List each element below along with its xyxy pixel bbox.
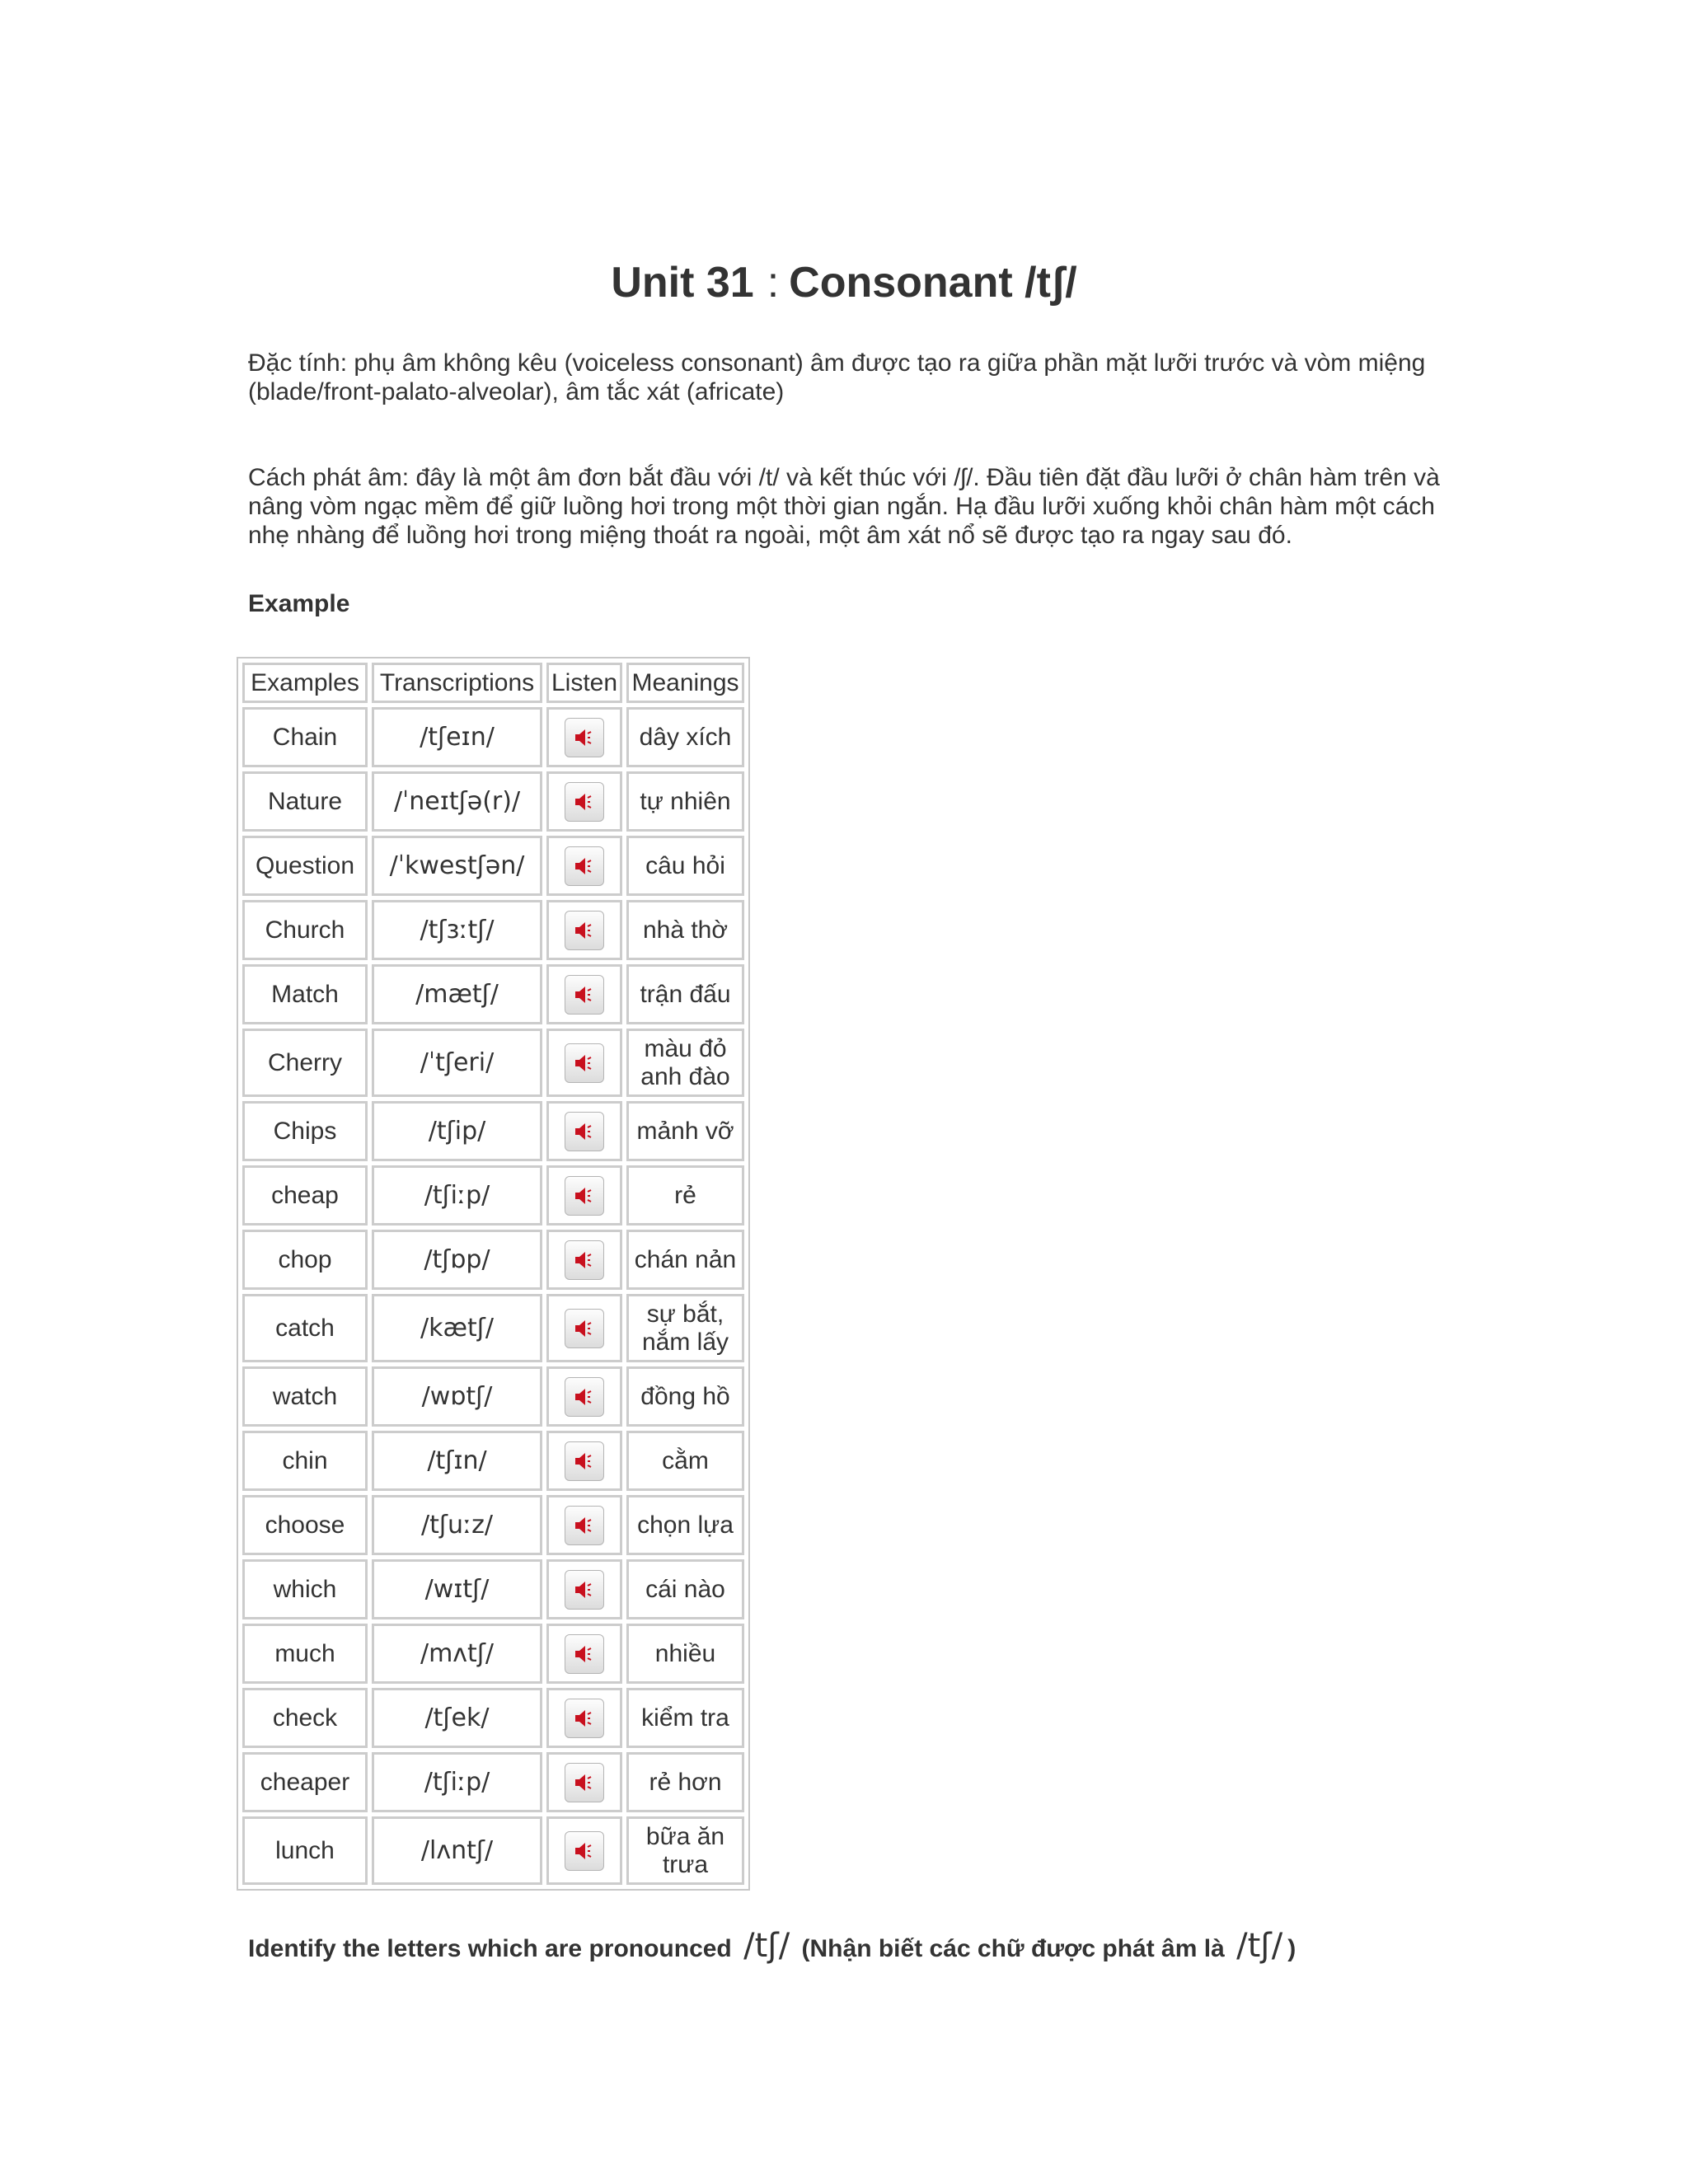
speaker-icon bbox=[565, 719, 603, 757]
listen-cell bbox=[546, 1230, 622, 1290]
listen-cell bbox=[546, 1752, 622, 1812]
table-row bbox=[242, 1431, 744, 1491]
listen-cell bbox=[546, 1431, 622, 1491]
example-word: Chips bbox=[242, 1101, 368, 1161]
speaker-icon bbox=[565, 1442, 603, 1480]
transcription: /lʌntʃ/ bbox=[372, 1816, 542, 1885]
meaning: đồng hồ bbox=[626, 1366, 744, 1427]
speaker-button[interactable] bbox=[565, 1763, 604, 1802]
meaning: kiểm tra bbox=[626, 1688, 744, 1748]
transcription: /ˈtʃeri/ bbox=[372, 1029, 542, 1097]
speaker-button[interactable] bbox=[565, 1441, 604, 1481]
table-row bbox=[242, 771, 744, 832]
speaker-icon bbox=[565, 1113, 603, 1151]
listen-cell bbox=[546, 1165, 622, 1226]
speaker-icon bbox=[565, 1044, 603, 1082]
example-word: cheap bbox=[242, 1165, 368, 1226]
meaning: nhà thờ bbox=[626, 900, 744, 960]
meaning: chán nản bbox=[626, 1230, 744, 1290]
listen-cell bbox=[546, 707, 622, 767]
listen-cell bbox=[546, 1495, 622, 1555]
example-word: lunch bbox=[242, 1816, 368, 1885]
listen-cell bbox=[546, 1029, 622, 1097]
listen-cell bbox=[546, 1366, 622, 1427]
example-word: watch bbox=[242, 1366, 368, 1427]
speaker-button[interactable] bbox=[565, 846, 604, 886]
table-row bbox=[242, 1294, 744, 1362]
identify-middle: (Nhận biết các chữ được phát âm là bbox=[801, 1935, 1225, 1962]
meaning: nhiều bbox=[626, 1624, 744, 1684]
meaning: màu đỏ anh đào bbox=[626, 1029, 744, 1097]
unit-name: Consonant /tʃ/ bbox=[789, 259, 1077, 307]
table-row bbox=[242, 1029, 744, 1097]
speaker-button[interactable] bbox=[565, 1240, 604, 1280]
transcription: /ˈkwestʃən/ bbox=[372, 836, 542, 896]
example-word: Church bbox=[242, 900, 368, 960]
speaker-icon bbox=[565, 1635, 603, 1673]
speaker-icon bbox=[565, 1571, 603, 1609]
speaker-button[interactable] bbox=[565, 718, 604, 757]
listen-cell bbox=[546, 771, 622, 832]
table-row bbox=[242, 1366, 744, 1427]
example-heading: Example bbox=[248, 590, 350, 617]
identify-suffix: ) bbox=[1287, 1935, 1296, 1962]
speaker-icon bbox=[565, 783, 603, 821]
identify-heading bbox=[248, 1925, 1296, 1970]
header-transcriptions: Transcriptions bbox=[372, 663, 542, 703]
transcription: /wɒtʃ/ bbox=[372, 1366, 542, 1427]
speaker-icon bbox=[565, 1699, 603, 1737]
example-word: check bbox=[242, 1688, 368, 1748]
speaker-button[interactable] bbox=[565, 1570, 604, 1610]
table-row bbox=[242, 1752, 744, 1812]
meaning: tự nhiên bbox=[626, 771, 744, 832]
transcription: /mætʃ/ bbox=[372, 964, 542, 1024]
table-row bbox=[242, 1101, 744, 1161]
table-row bbox=[242, 1559, 744, 1619]
example-word: chop bbox=[242, 1230, 368, 1290]
transcription: /tʃuːz/ bbox=[372, 1495, 542, 1555]
identify-ipa: /tʃ/ bbox=[743, 1927, 790, 1965]
transcription: /ˈneɪtʃə(r)/ bbox=[372, 771, 542, 832]
meaning: mảnh vỡ bbox=[626, 1101, 744, 1161]
speaker-button[interactable] bbox=[565, 1506, 604, 1545]
speaker-button[interactable] bbox=[565, 975, 604, 1015]
example-word: which bbox=[242, 1559, 368, 1619]
example-word: Question bbox=[242, 836, 368, 896]
pronunciation-paragraph: Cách phát âm: đây là một âm đơn bắt đầu với /t/ và kết thúc với /ʃ/. Đầu tiên đặt đầu lưỡi ở chân hàm trên và nâng vòm ngạc mềm để giữ luồng hơi trong một thời gian ngắn. Hạ đầu lưỡi xuống khỏi chân hàm một cách nhẹ nhàng để luồng hơi trong miệng thoát ra ngoài, một âm xát nổ sẽ được tạo ra ngay sau đó. bbox=[248, 464, 1440, 549]
meaning: rẻ hơn bbox=[626, 1752, 744, 1812]
listen-cell bbox=[546, 964, 622, 1024]
transcription: /tʃiːp/ bbox=[372, 1752, 542, 1812]
meaning: câu hỏi bbox=[626, 836, 744, 896]
transcription: /tʃeɪn/ bbox=[372, 707, 542, 767]
speaker-icon bbox=[565, 976, 603, 1014]
speaker-icon bbox=[565, 1507, 603, 1544]
table-row bbox=[242, 1230, 744, 1290]
table-row bbox=[242, 964, 744, 1024]
identify-ipa-2: /tʃ/ bbox=[1236, 1927, 1283, 1965]
header-examples: Examples bbox=[242, 663, 368, 703]
listen-cell bbox=[546, 1624, 622, 1684]
transcription: /tʃɜːtʃ/ bbox=[372, 900, 542, 960]
transcription: /tʃip/ bbox=[372, 1101, 542, 1161]
speaker-button[interactable] bbox=[565, 1176, 604, 1216]
speaker-button[interactable] bbox=[565, 1377, 604, 1417]
unit-number: Unit 31 bbox=[611, 259, 754, 307]
transcription: /tʃek/ bbox=[372, 1688, 542, 1748]
examples-table bbox=[237, 657, 750, 1891]
transcription: /tʃiːp/ bbox=[372, 1165, 542, 1226]
example-word: Cherry bbox=[242, 1029, 368, 1097]
example-word: much bbox=[242, 1624, 368, 1684]
meaning: bữa ăn trưa bbox=[626, 1816, 744, 1885]
listen-cell bbox=[546, 1688, 622, 1748]
meaning: trận đấu bbox=[626, 964, 744, 1024]
example-word: Chain bbox=[242, 707, 368, 767]
meaning: dây xích bbox=[626, 707, 744, 767]
listen-cell bbox=[546, 1559, 622, 1619]
speaker-icon bbox=[565, 912, 603, 949]
table-row bbox=[242, 1165, 744, 1226]
example-word: chin bbox=[242, 1431, 368, 1491]
transcription: /wɪtʃ/ bbox=[372, 1559, 542, 1619]
listen-cell bbox=[546, 836, 622, 896]
header-meanings: Meanings bbox=[626, 663, 744, 703]
page-title bbox=[0, 254, 1688, 312]
example-word: catch bbox=[242, 1294, 368, 1362]
transcription: /mʌtʃ/ bbox=[372, 1624, 542, 1684]
speaker-icon bbox=[565, 1378, 603, 1416]
example-word: Match bbox=[242, 964, 368, 1024]
example-word: choose bbox=[242, 1495, 368, 1555]
transcription: /kætʃ/ bbox=[372, 1294, 542, 1362]
meaning: sự bắt, nắm lấy bbox=[626, 1294, 744, 1362]
meaning: cái nào bbox=[626, 1559, 744, 1619]
speaker-button[interactable] bbox=[565, 1699, 604, 1738]
meaning: cằm bbox=[626, 1431, 744, 1491]
table-row bbox=[242, 1624, 744, 1684]
listen-cell bbox=[546, 1101, 622, 1161]
speaker-button[interactable] bbox=[565, 782, 604, 822]
table-row bbox=[242, 1688, 744, 1748]
table-row bbox=[242, 1495, 744, 1555]
speaker-button[interactable] bbox=[565, 1112, 604, 1151]
speaker-button[interactable] bbox=[565, 911, 604, 950]
example-word: cheaper bbox=[242, 1752, 368, 1812]
speaker-icon bbox=[565, 1177, 603, 1215]
example-word: Nature bbox=[242, 771, 368, 832]
speaker-icon bbox=[565, 1310, 603, 1347]
speaker-button[interactable] bbox=[565, 1634, 604, 1674]
speaker-button[interactable] bbox=[565, 1831, 604, 1871]
table-row bbox=[242, 707, 744, 767]
speaker-icon bbox=[565, 1832, 603, 1870]
listen-cell bbox=[546, 900, 622, 960]
table-row bbox=[242, 900, 744, 960]
transcription: /tʃɪn/ bbox=[372, 1431, 542, 1491]
meaning: rẻ bbox=[626, 1165, 744, 1226]
meaning: chọn lựa bbox=[626, 1495, 744, 1555]
listen-cell bbox=[546, 1294, 622, 1362]
speaker-button[interactable] bbox=[565, 1043, 604, 1083]
transcription: /tʃɒp/ bbox=[372, 1230, 542, 1290]
speaker-icon bbox=[565, 1241, 603, 1279]
table-row bbox=[242, 1816, 744, 1885]
speaker-button[interactable] bbox=[565, 1309, 604, 1348]
speaker-icon bbox=[565, 1764, 603, 1802]
table-header-row bbox=[242, 663, 744, 703]
characteristics-paragraph: Đặc tính: phụ âm không kêu (voiceless consonant) âm được tạo ra giữa phần mặt lưỡi trước và vòm miệng (blade/front-palato-alveolar), âm tắc xát (africate) bbox=[248, 349, 1426, 405]
speaker-icon bbox=[565, 847, 603, 885]
header-listen: Listen bbox=[546, 663, 622, 703]
title-separator: : bbox=[767, 259, 780, 307]
table-row bbox=[242, 836, 744, 896]
listen-cell bbox=[546, 1816, 622, 1885]
identify-prefix: Identify the letters which are pronounced bbox=[248, 1935, 732, 1962]
